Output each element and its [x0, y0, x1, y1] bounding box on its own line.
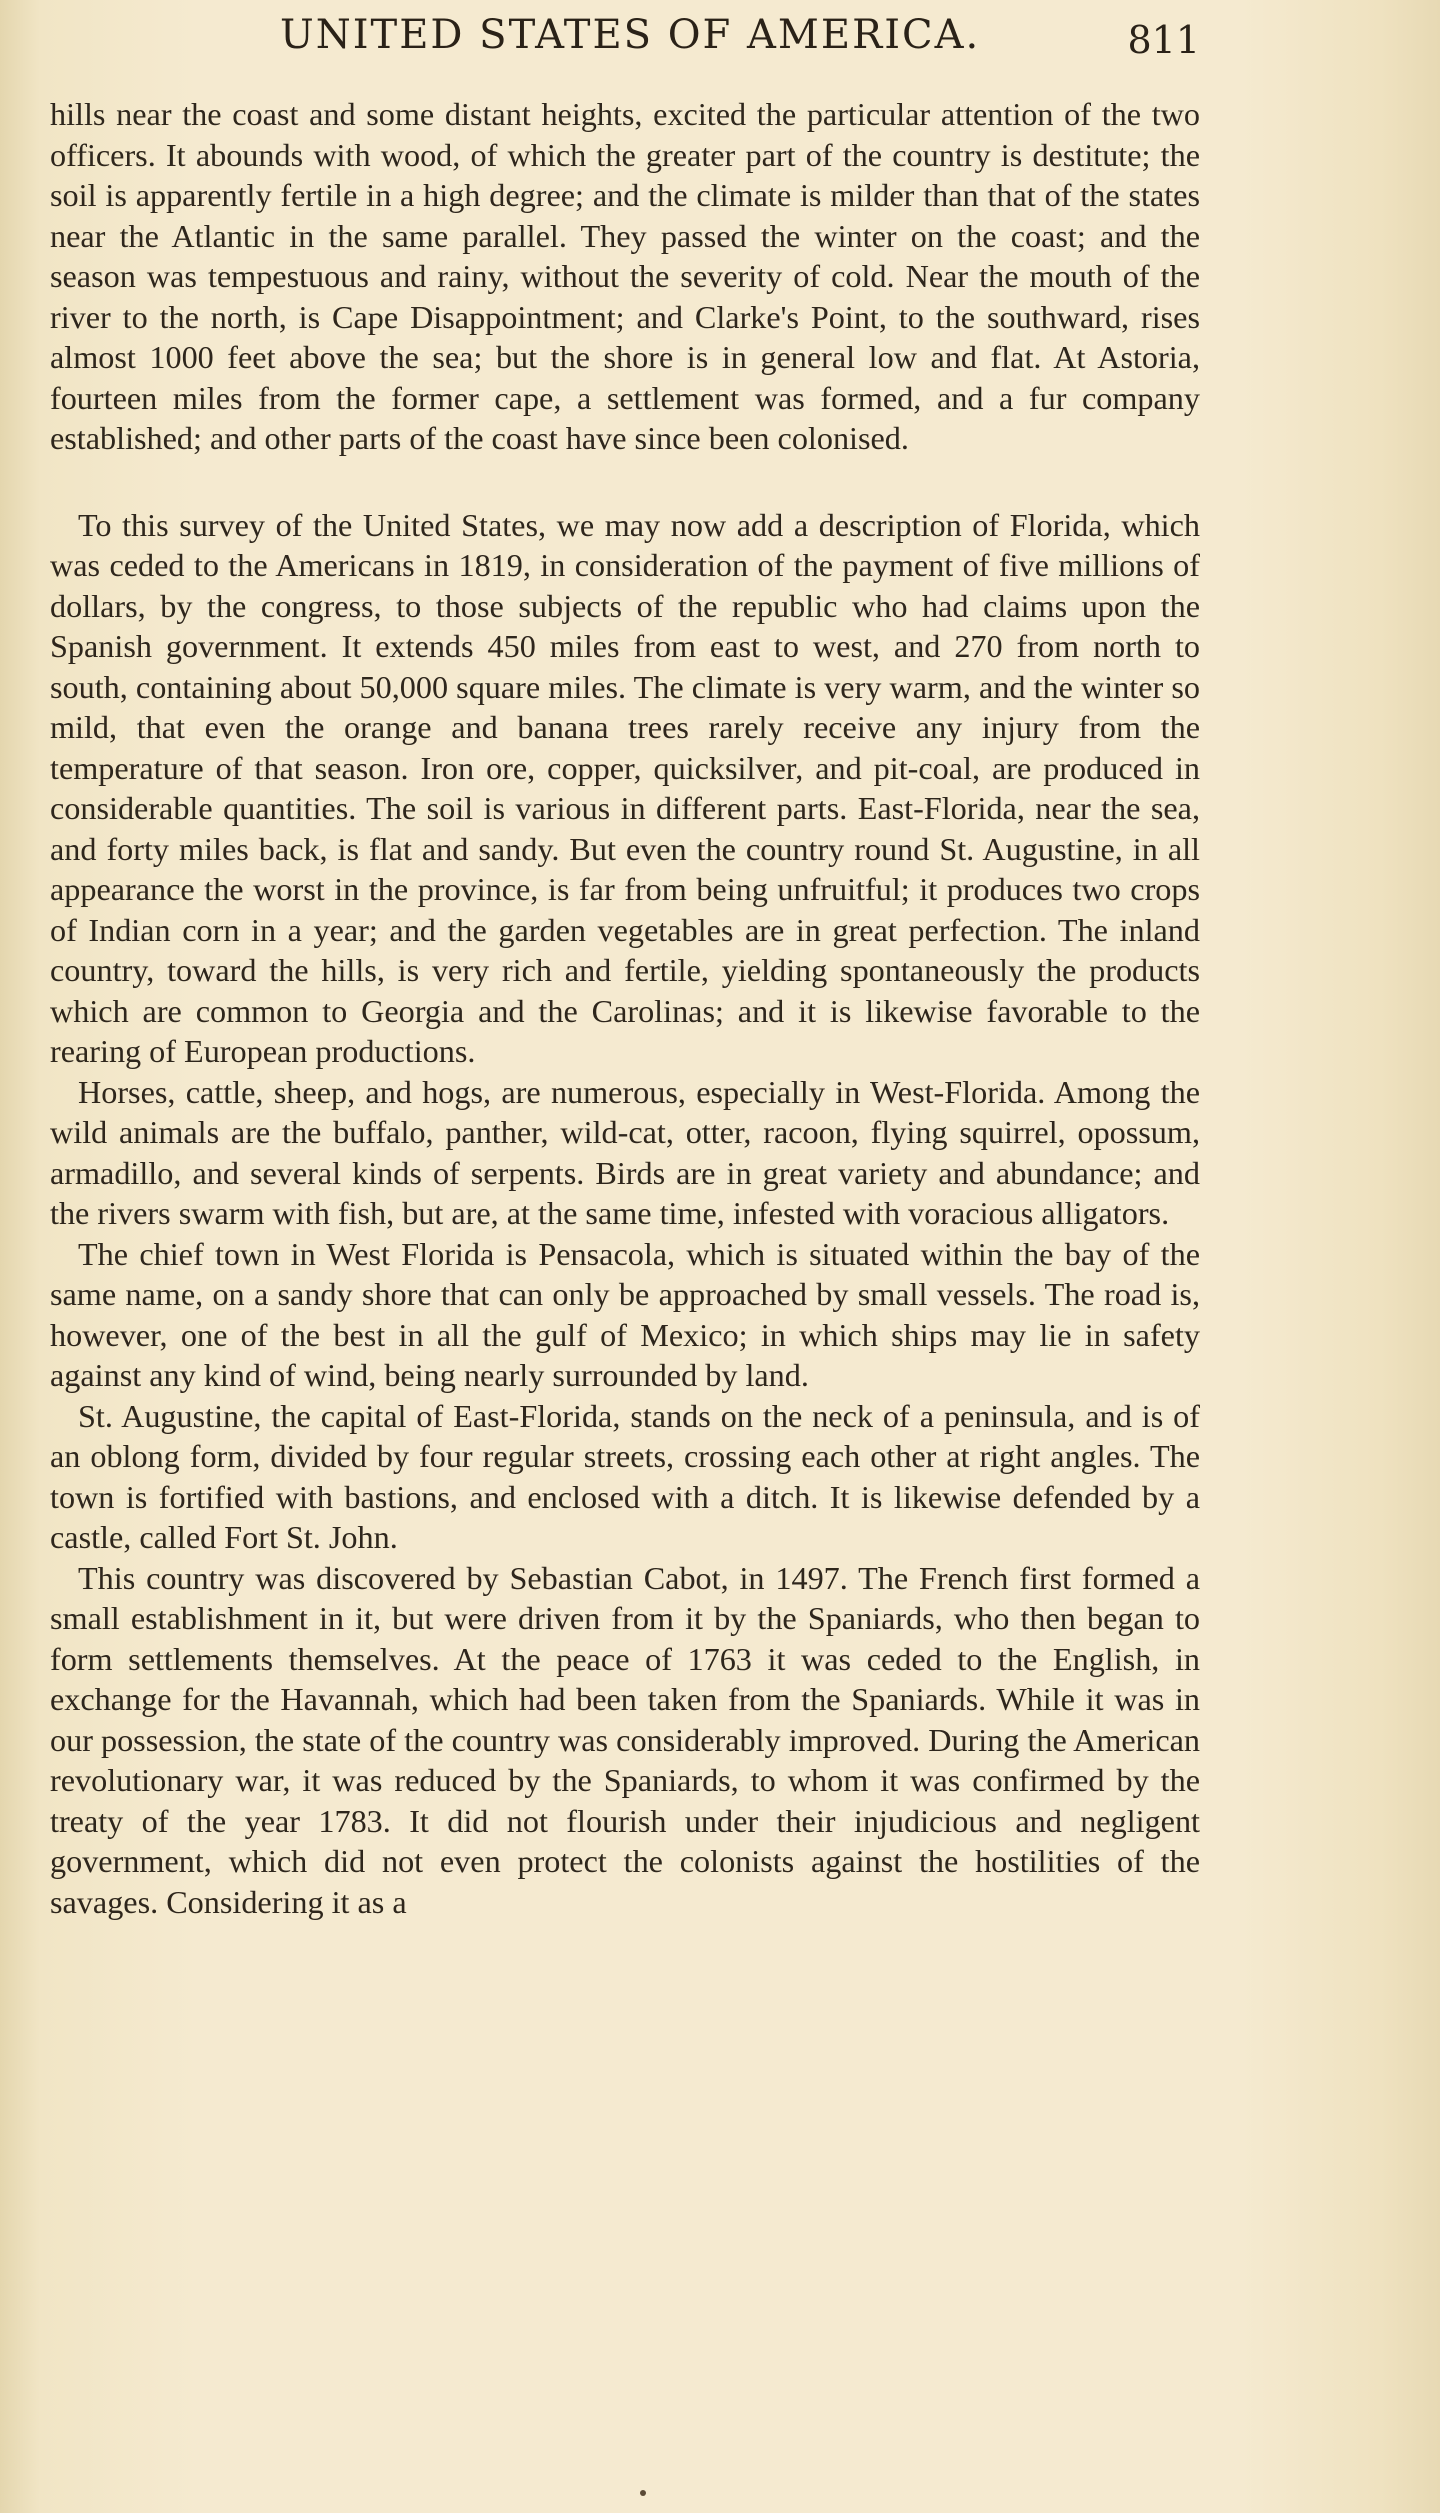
paragraph-oregon-coast: hills near the coast and some distant heights, excited the particular attention of the two officers. It abounds with wood, of which the greater part of the country is destitute; the soil is apparently fertile in a high degree; and the climate is milder than that of the states near the Atlantic in the same parallel. They passed the winter on the coast; and the season was tempestuous and rainy, without the severity of cold. Near the mouth of the river to the north, is Cape Disappointment; and Clarke's Point, to the southward, rises almost 1000 feet above the sea; but the shore is in general low and flat. At Astoria, fourteen miles from the former cape, a settlement was formed, and a fur company established; and other parts of the coast have since been colonised.: [50, 96, 1200, 456]
paragraph-pensacola: The chief town in West Florida is Pensacola, which is situated within the bay of the same name, on a sandy shore that can only be approached by small vessels. The road is, however, one of the best in all the gulf of Mexico; in which ships may lie in safety against any kind of wind, being nearly surrounded by land.: [50, 1235, 1200, 1393]
text-body: [50, 94, 1200, 1922]
paragraph-florida-history: This country was discovered by Sebastian Cabot, in 1497. The French first formed a small establishment in it, but were driven from it by the Spaniards, who then began to form settlements themselves. At the peace of 1763 it was ceded to the English, in exchange for the Havannah, which had been taken from the Spaniards. While it was in our possession, the state of the country was considerably improved. During the American revolutionary war, it was reduced by the Spaniards, to whom it was confirmed by the treaty of the year 1783. It did not flourish under their injudicious and negligent government, which did not even protect the colonists against the hostilities of the savages. Considering it as a: [50, 1559, 1200, 1920]
page-header: [50, 10, 1200, 70]
paragraph-florida-description: To this survey of the United States, we may now add a description of Florida, which was ceded to the Americans in 1819, in consideration of the payment of five millions of dollars, by the congress, to those subjects of the republic who had claims upon the Spanish government. It extends 450 miles from east to west, and 270 from north to south, containing about 50,000 square miles. The climate is very warm, and the winter so mild, that even the orange and banana trees rarely receive any injury from the temperature of that season. Iron ore, copper, quicksilver, and pit-coal, are produced in considerable quantities. The soil is various in different parts. East-Florida, near the sea, and forty miles back, is flat and sandy. But even the country round St. Augustine, in all appearance the worst in the province, is far from being unfruitful; it produces two crops of Indian corn in a year; and the garden vegetables are in great perfection. The inland country, toward the hills, is very rich and fertile, yielding spontaneously the products which are common to Georgia and the Carolinas; and it is likewise favorable to the rearing of European productions.: [50, 506, 1200, 1069]
paragraph-florida-animals: Horses, cattle, sheep, and hogs, are numerous, especially in West-Florida. Among the wild animals are the buffalo, panther, wild-cat, otter, racoon, flying squirrel, opossum, armadillo, and several kinds of serpents. Birds are in great variety and abundance; and the rivers swarm with fish, but are, at the same time, infested with voracious alligators.: [50, 1073, 1200, 1231]
paragraph-st-augustine: St. Augustine, the capital of East-Florida, stands on the neck of a peninsula, and is of an oblong form, divided by four regular streets, crossing each other at right angles. The town is fortified with bastions, and enclosed with a ditch. It is likewise defended by a castle, called Fort St. John.: [50, 1397, 1200, 1555]
ink-speck: [640, 2490, 646, 2496]
page-number: 811: [1127, 18, 1200, 62]
running-title: UNITED STATES OF AMERICA.: [280, 12, 981, 58]
